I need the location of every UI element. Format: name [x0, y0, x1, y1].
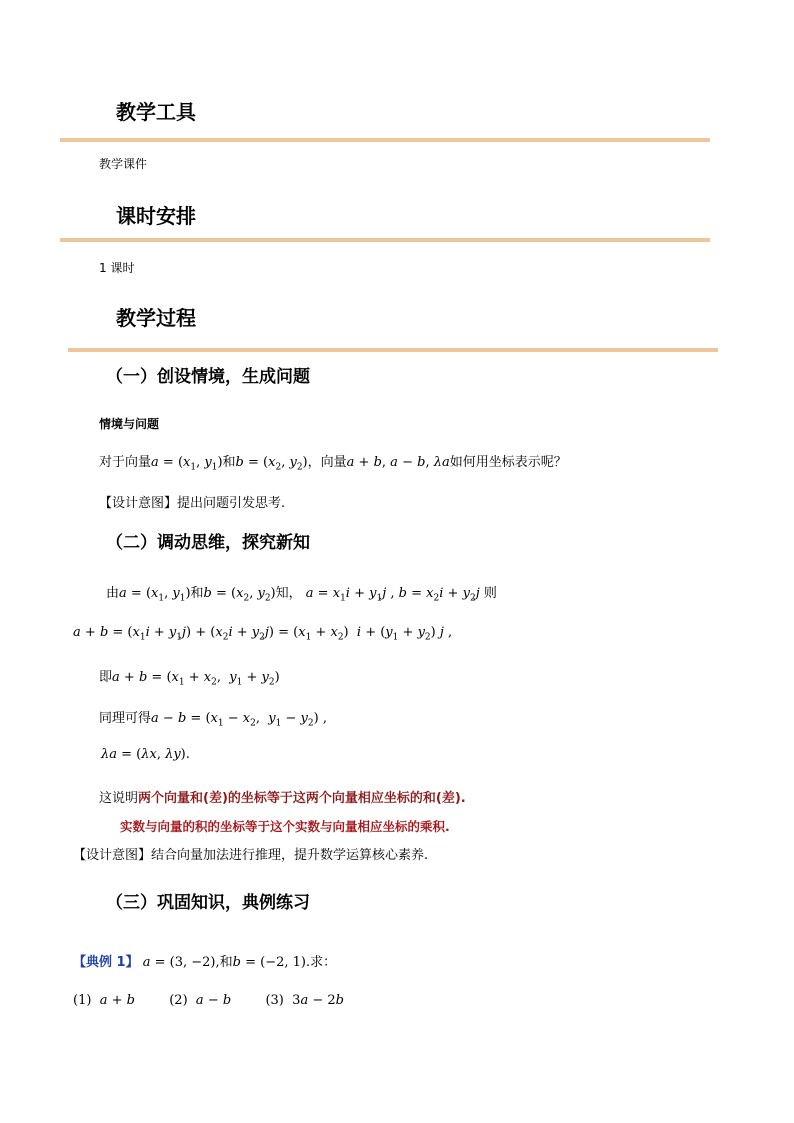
derive-lead: 由	[106, 586, 120, 601]
sum-lead: 即	[99, 670, 113, 685]
note-line-1	[99, 787, 466, 806]
sum-line	[99, 666, 280, 688]
section-title-tools: 教学工具	[116, 100, 196, 124]
intent-line-1	[99, 492, 285, 511]
example-items: (1) a + b (2) a − b (3) 3a − 2b	[73, 993, 344, 1008]
section-title-process: 教学过程	[116, 306, 196, 330]
formula-sum-expansion: $a + b = (x_1i + y_1j) + (x_2i + y_2j) = (x_1 + x_2) i + (y_1 + y_2)$ j ,	[73, 625, 453, 643]
intent-text: 提出问题引发思考.	[177, 496, 286, 511]
question-and: 和	[222, 455, 236, 470]
formula-a-basis: $a = x_1i + y_1j$ ,	[305, 586, 399, 604]
formula-a-def: $a = (x_1$, $y_1$)	[119, 586, 191, 604]
question-line	[99, 451, 567, 473]
item-2-label: (2)	[169, 993, 188, 1008]
derive-then: 则	[483, 586, 497, 601]
item-3-label: (3)	[265, 993, 284, 1008]
question-lead: 对于向量	[99, 455, 152, 470]
section-content-schedule: 1 课时	[99, 261, 135, 275]
formula-b-def: $b = (x_2$, $y_2$)	[203, 586, 276, 604]
part2-heading: （二）调动思维，探究新知	[106, 533, 310, 553]
formula-example-b: b = (−2, 1)	[232, 955, 306, 970]
formula-sum-coords: $a + b = (x_1 + x_2$, $y_1 + y_2$)	[112, 670, 280, 688]
note-lead: 这说明	[99, 791, 139, 806]
intent-line-2	[73, 844, 428, 863]
formula-b-basis: $b = x_2i + y_2j$	[398, 586, 480, 604]
intent-label: 【设计意图】	[99, 496, 178, 511]
derive-and: 和	[190, 586, 204, 601]
question-tail: 如何用坐标表示呢？	[449, 455, 567, 470]
intent-text: 结合向量加法进行推理，提升数学运算核心素养.	[151, 848, 429, 863]
part1-subheading: 情境与问题	[99, 417, 160, 431]
section-content-tools: 教学课件	[99, 157, 148, 171]
item-1-label: (1)	[73, 993, 92, 1008]
derive-know: 知，	[275, 586, 302, 601]
note-emphasis: 两个向量和(差)的坐标等于这两个向量相应坐标的和(差).	[138, 791, 466, 806]
formula-b-def: $b = (x_2$, $y_2$)	[235, 455, 308, 473]
formula-diff-coords: $a - b = (x_1 - x_2$, $y_1 - y_2$) ,	[151, 711, 327, 729]
example-label: 【典例 1】	[73, 955, 139, 970]
part1-heading: （一）创设情境，生成问题	[106, 367, 310, 387]
derive-line	[106, 582, 497, 604]
section-divider	[60, 238, 710, 242]
diff-lead: 同理可得	[99, 711, 152, 726]
diff-line	[99, 707, 327, 729]
intent-label: 【设计意图】	[73, 848, 152, 863]
formula-vectors: a + b, a − b, λa	[346, 455, 450, 470]
formula-scalar-coords: λa = (λx, λy).	[101, 747, 190, 762]
formula-a-def: $a = (x_1$, $y_1$)	[151, 455, 223, 473]
formula-example-a: a = (3, −2),	[142, 955, 220, 970]
part3-heading: （三）巩固知识，典例练习	[106, 893, 310, 913]
example-and: 和	[219, 955, 233, 970]
question-mid: ，向量	[307, 455, 347, 470]
section-divider	[60, 138, 710, 142]
section-title-schedule: 课时安排	[116, 204, 196, 228]
example-line	[73, 951, 336, 970]
section-divider	[68, 348, 718, 352]
example-ask: .求：	[305, 955, 337, 970]
note-line-2: 实数与向量的积的坐标等于这个实数与向量相应坐标的乘积.	[120, 819, 450, 834]
